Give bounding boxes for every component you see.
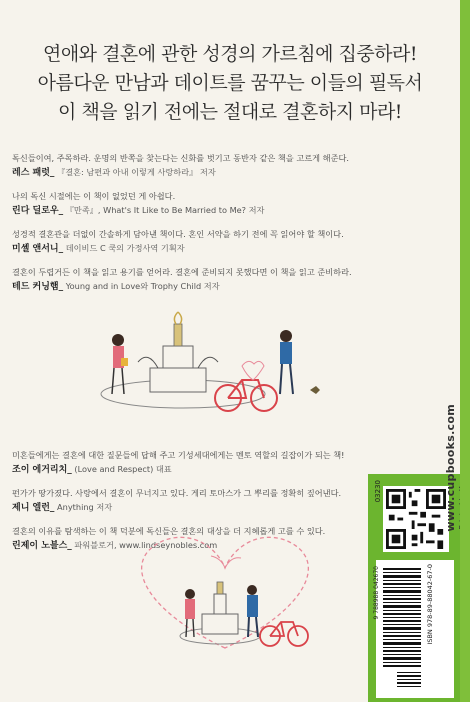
endorser-name: 레스 패럿_ (12, 168, 55, 178)
endorser-source: Anything 저자 (57, 502, 113, 512)
endorsement-quote: 독신들이여, 주목하라. 운명의 반쪽을 찾는다는 신화를 벗기고 동반자 같은 책을 고르게 해준다. (12, 153, 349, 163)
endorsement (12, 190, 357, 217)
headline-line-3: 이 책을 읽기 전에는 절대로 결혼하지 마라! (58, 101, 402, 123)
endorser-name: 조이 에거리치_ (12, 465, 72, 475)
qr-code-icon[interactable] (383, 486, 449, 552)
endorsement-quote: 펀가가 땅가졌다. 사랑에서 결혼이 무너지고 있다. 게리 토마스가 그 뿌리를 정확히 짚어낸다. (12, 488, 342, 498)
publisher-url[interactable]: www.cupbooks.com (444, 404, 457, 532)
endorser-source: (Love and Respect) 대표 (74, 464, 172, 474)
endorser-name: 린다 딜로우_ (12, 206, 64, 216)
endorser-source: 데이비드 C 쿡의 가정사역 기획자 (65, 243, 185, 253)
couple-fountain-illustration (88, 306, 338, 424)
endorser-name: 린제이 노블스_ (12, 541, 72, 551)
endorsement (12, 487, 367, 514)
endorsement (12, 228, 357, 255)
endorser-source: Young and in Love와 Trophy Child 저자 (65, 281, 220, 291)
endorsement (12, 152, 357, 179)
endorsement-quote: 결혼이 두렵거든 이 책을 읽고 용기를 얻어라. 결혼에 준비되지 못했다면 이 책을 읽고 준비하라. (12, 267, 352, 277)
endorsement-quote: 미혼들에게는 결혼에 대한 질문들에 답해 주고 기성세대에게는 멘토 역할의 길잡이가 되는 책! (12, 450, 345, 460)
endorser-name: 테드 커닝햄_ (12, 282, 64, 292)
endorsement (12, 449, 367, 476)
endorsement (12, 266, 357, 293)
endorsements-upper (12, 152, 357, 304)
spine-strip (460, 0, 470, 702)
endorsement-quote: 결혼의 이유를 탐색하는 이 책 덕분에 독신들은 결혼의 대상을 더 지혜롭게 고를 수 있다. (12, 526, 326, 536)
headline (0, 40, 460, 127)
headline-line-1: 연애와 결혼에 관한 성경의 가르침에 집중하라! (42, 43, 418, 65)
isbn-number: 9 788988 042670 (373, 566, 380, 620)
endorsement-quote: 나의 독신 시절에는 이 책이 없었던 게 아쉽다. (12, 191, 176, 201)
endorsement-quote: 성경적 결혼관을 더없이 간솔하게 담아낸 책이다. 혼인 서약을 하기 전에 꼭 읽어야 할 책이다. (12, 229, 344, 239)
endorser-name: 미셸 앤서니_ (12, 244, 64, 254)
isbn-label: ISBN 978-89-88042-67-0 (426, 564, 434, 645)
endorser-source: 『결혼: 남편과 아내 이렇게 사랑하라』 저자 (57, 167, 216, 177)
endorser-source: 『만족』, What's It Like to Be Married to Me? 저자 (65, 205, 265, 215)
headline-line-2: 아름다운 만남과 데이트를 꿈꾸는 이들의 필독서 (37, 72, 423, 94)
barcode-icon (383, 566, 421, 692)
couple-fountain-heart-illustration (120, 528, 330, 658)
endorser-source: 파워블로거, www.lindseynobles.com (74, 540, 218, 550)
isbn-addon: 03230 (374, 480, 382, 503)
endorser-name: 제니 엘런_ (12, 503, 55, 513)
